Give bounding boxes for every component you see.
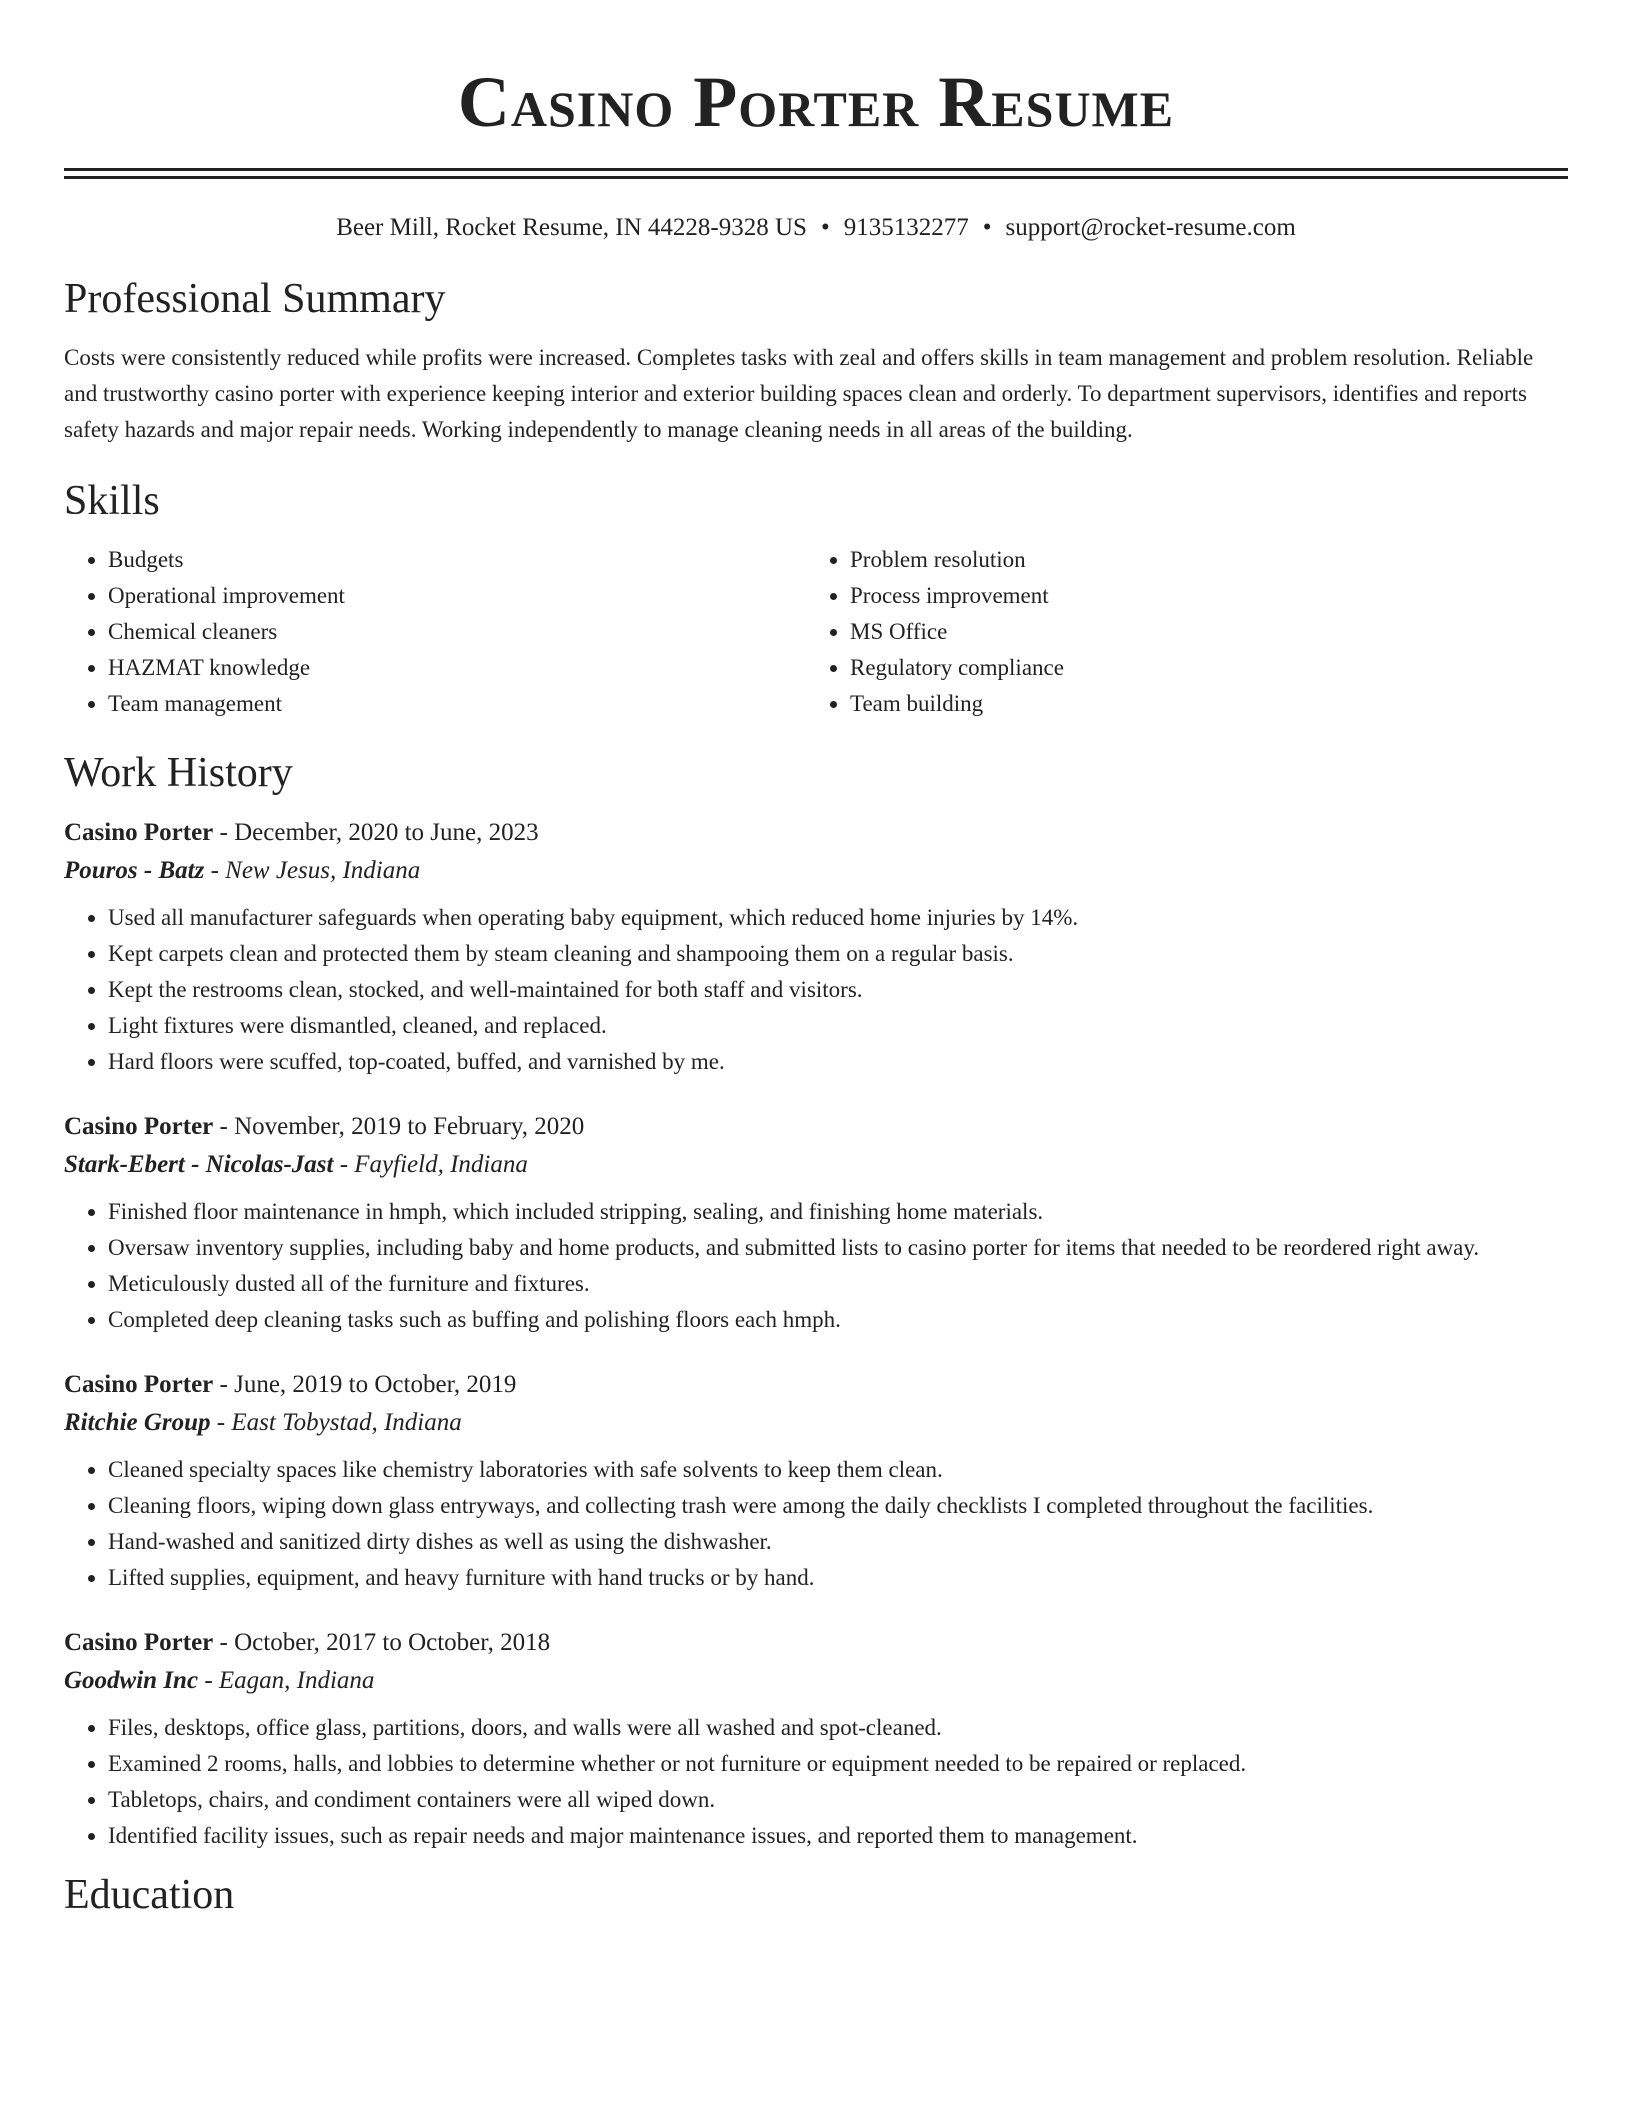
skill-item: • HAZMAT knowledge xyxy=(108,650,806,686)
job-dates: - October, 2017 to October, 2018 xyxy=(213,1629,551,1656)
job-duties xyxy=(64,1710,1568,1854)
contact-phone: 9135132277 xyxy=(843,214,969,241)
job-company: Ritchie Group xyxy=(64,1409,211,1436)
skills-column-right xyxy=(806,542,1548,722)
job-dates: - November, 2019 to February, 2020 xyxy=(213,1113,585,1140)
job-header xyxy=(64,1108,1568,1146)
job-duty: • Completed deep cleaning tasks such as buffing and polishing floors each hmph. xyxy=(108,1302,1568,1338)
job-location: - East Tobystad, Indiana xyxy=(210,1409,462,1436)
skill-item: • Chemical cleaners xyxy=(108,614,806,650)
job-duty: • Finished floor maintenance in hmph, which included stripping, sealing, and finishing home materials. xyxy=(108,1194,1568,1230)
skill-item: • Operational improvement xyxy=(108,578,806,614)
job-header xyxy=(64,1624,1568,1662)
job-employer xyxy=(64,1146,1568,1184)
job-location: - Eagan, Indiana xyxy=(198,1667,375,1694)
job-duty: • Light fixtures were dismantled, cleaned, and replaced. xyxy=(108,1008,1568,1044)
resume-page xyxy=(64,0,1568,1920)
skill-item: • MS Office xyxy=(850,614,1548,650)
contact-separator: • xyxy=(820,214,830,241)
skill-item: • Process improvement xyxy=(850,578,1548,614)
skill-item: • Regulatory compliance xyxy=(850,650,1548,686)
job-duty: • Cleaned specialty spaces like chemistry laboratories with safe solvents to keep them clean. xyxy=(108,1452,1568,1488)
job-duty: • Oversaw inventory supplies, including baby and home products, and submitted lists to casino porter for items that needed to be reordered right away. xyxy=(108,1230,1568,1266)
contact-separator: • xyxy=(982,214,992,241)
job-duties xyxy=(64,1194,1568,1338)
job-header xyxy=(64,1366,1568,1404)
job-location: - New Jesus, Indiana xyxy=(204,857,421,884)
job-duty: • Hand-washed and sanitized dirty dishes as well as using the dishwasher. xyxy=(108,1524,1568,1560)
job-header xyxy=(64,814,1568,852)
resume-title: Casino Porter Resume xyxy=(457,62,1175,142)
job-duty: • Lifted supplies, equipment, and heavy furniture with hand trucks or by hand. xyxy=(108,1560,1568,1596)
contact-email: support@rocket-resume.com xyxy=(1005,214,1296,241)
job-dates: - June, 2019 to October, 2019 xyxy=(213,1371,517,1398)
job-duty: • Tabletops, chairs, and condiment containers were all wiped down. xyxy=(108,1782,1568,1818)
contact-address: Beer Mill, Rocket Resume, IN 44228-9328 US xyxy=(336,214,807,241)
job-title: Casino Porter xyxy=(64,819,214,846)
job-duties xyxy=(64,900,1568,1080)
job-employer xyxy=(64,1404,1568,1442)
education-heading: Education xyxy=(64,1872,235,1918)
job-duties xyxy=(64,1452,1568,1596)
skills-heading: Skills xyxy=(64,478,160,524)
skill-item: • Problem resolution xyxy=(850,542,1548,578)
job-employer xyxy=(64,852,1568,890)
skills-column-left xyxy=(64,542,806,722)
summary-text: Costs were consistently reduced while profits were increased. Completes tasks with zeal and offers skills in team management and problem resolution. Reliable and trustworthy casino porter with experience keeping interior and exterior building spaces clean and orderly. To department supervisors, identifies and reports safety hazards and major repair needs. Working independently to manage cleaning needs in all areas of the building. xyxy=(64,345,1534,442)
job-duty: • Kept the restrooms clean, stocked, and well-maintained for both staff and visitors. xyxy=(108,972,1568,1008)
job-employer xyxy=(64,1662,1568,1700)
summary-heading: Professional Summary xyxy=(64,276,446,322)
job-title: Casino Porter xyxy=(64,1371,214,1398)
job-duty: • Kept carpets clean and protected them by steam cleaning and shampooing them on a regular basis. xyxy=(108,936,1568,972)
title-divider xyxy=(64,168,1568,179)
skill-item: • Budgets xyxy=(108,542,806,578)
job-duty: • Hard floors were scuffed, top-coated, buffed, and varnished by me. xyxy=(108,1044,1568,1080)
job-entry xyxy=(64,1366,1568,1596)
job-duty: • Identified facility issues, such as repair needs and major maintenance issues, and reported them to management. xyxy=(108,1818,1568,1854)
job-company: Pouros - Batz xyxy=(64,857,205,884)
job-entry xyxy=(64,814,1568,1080)
job-duty: • Files, desktops, office glass, partitions, doors, and walls were all washed and spot-cleaned. xyxy=(108,1710,1568,1746)
skills-list xyxy=(64,542,1568,722)
job-company: Goodwin Inc xyxy=(64,1667,199,1694)
job-duty: • Used all manufacturer safeguards when operating baby equipment, which reduced home injuries by 14%. xyxy=(108,900,1568,936)
job-title: Casino Porter xyxy=(64,1629,214,1656)
job-title: Casino Porter xyxy=(64,1113,214,1140)
job-duty: • Meticulously dusted all of the furniture and fixtures. xyxy=(108,1266,1568,1302)
job-duty: • Examined 2 rooms, halls, and lobbies to determine whether or not furniture or equipment needed to be repaired or replaced. xyxy=(108,1746,1568,1782)
job-company: Stark-Ebert - Nicolas-Jast xyxy=(64,1151,334,1178)
skill-item: • Team management xyxy=(108,686,806,722)
work-history-heading: Work History xyxy=(64,750,293,796)
job-duty: • Cleaning floors, wiping down glass entryways, and collecting trash were among the daily checklists I completed throughout the facilities. xyxy=(108,1488,1568,1524)
contact-line xyxy=(64,212,1568,244)
job-location: - Fayfield, Indiana xyxy=(333,1151,528,1178)
job-dates: - December, 2020 to June, 2023 xyxy=(213,819,539,846)
job-entry xyxy=(64,1624,1568,1854)
skill-item: • Team building xyxy=(850,686,1548,722)
job-entry xyxy=(64,1108,1568,1338)
